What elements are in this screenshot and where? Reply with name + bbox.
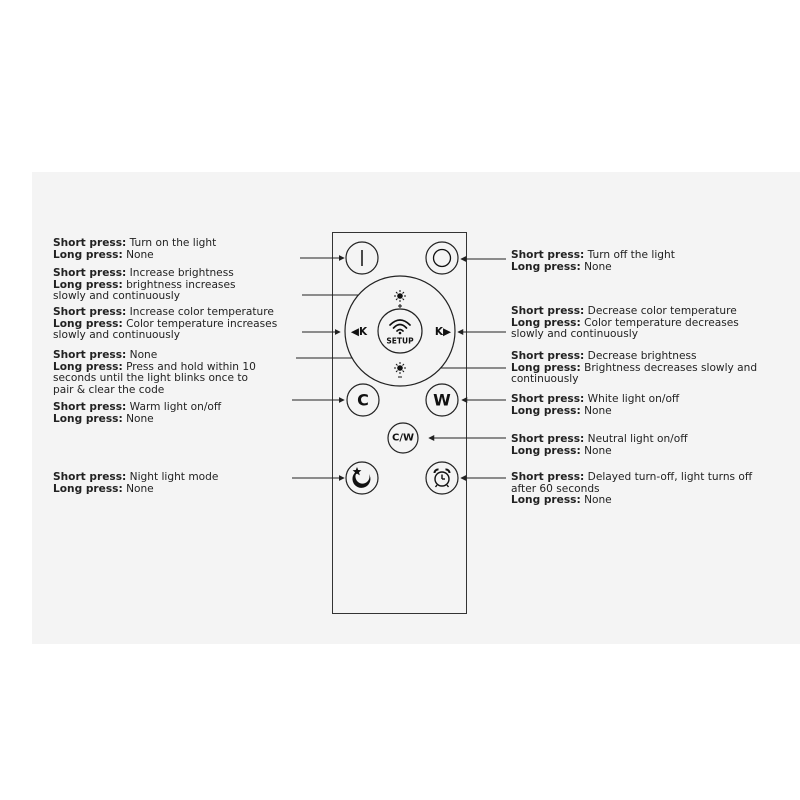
svg-text:C: C: [357, 390, 369, 410]
desc-night-light: Short press: Night light mode Long press: None: [53, 471, 219, 495]
svg-text:◀K: ◀K: [350, 326, 368, 338]
power-on-button[interactable]: [346, 242, 378, 274]
color-temp-up-button[interactable]: [351, 326, 368, 338]
night-light-button[interactable]: [346, 462, 378, 494]
timer-button[interactable]: [426, 462, 458, 494]
neutral-light-button[interactable]: [388, 423, 418, 453]
brightness-up-button[interactable]: [385, 284, 415, 308]
brightness-down-button[interactable]: [385, 356, 415, 380]
desc-color-temp-up: Short press: Increase color temperature Long press: Color temperature increases slowly and continuously: [53, 306, 278, 342]
svg-text:W: W: [433, 390, 451, 410]
warm-light-button[interactable]: [347, 384, 379, 416]
desc-warm-light: Short press: Warm light on/off Long press: None: [53, 401, 222, 425]
svg-text:K▶: K▶: [434, 326, 452, 338]
desc-white-light: Short press: White light on/off Long press: None: [511, 393, 680, 417]
color-temp-down-button[interactable]: [435, 326, 452, 338]
desc-brightness-down: Short press: Decrease brightness Long press: Brightness decreases slowly and continuously: [511, 350, 758, 386]
desc-neutral-light: Short press: Neutral light on/off Long press: None: [511, 433, 688, 457]
desc-color-temp-down: Short press: Decrease color temperature Long press: Color temperature decreases slowly and continuously: [511, 305, 739, 341]
setup-button[interactable]: [378, 309, 422, 353]
desc-power-off: Short press: Turn off the light Long press: None: [511, 249, 675, 273]
svg-text:C/W: C/W: [391, 432, 415, 444]
desc-power-on: Short press: Turn on the light Long press: None: [53, 237, 217, 261]
desc-brightness-up: Short press: Increase brightness Long press: brightness increases slowly and continuously: [53, 267, 236, 303]
desc-setup: Short press: None Long press: Press and hold within 10 seconds until the light blinks once to pair & clear the code: [53, 349, 256, 396]
white-light-button[interactable]: [426, 384, 458, 416]
desc-delayed-off: Short press: Delayed turn-off, light turns off after 60 seconds Long press: None: [511, 471, 753, 507]
power-off-button[interactable]: [426, 242, 458, 274]
svg-text:SETUP: SETUP: [386, 336, 414, 346]
